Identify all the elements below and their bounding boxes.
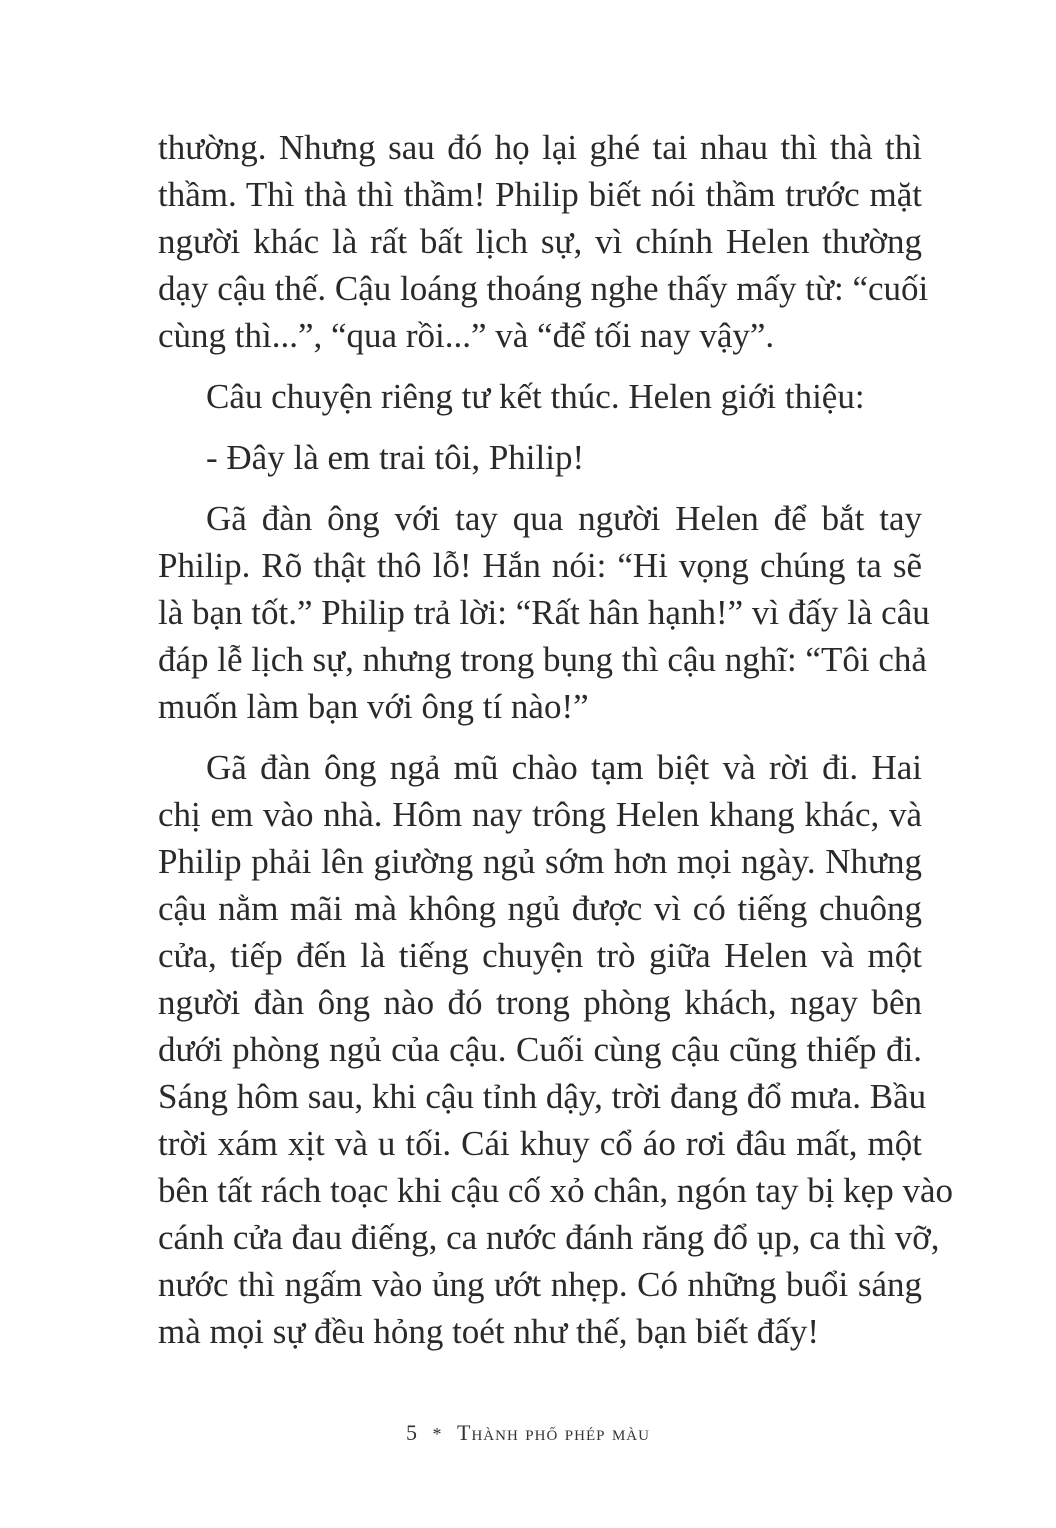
text-line: chị em vào nhà. Hôm nay trông Helen khang khác, và: [158, 795, 922, 834]
text-line: người khác là rất bất lịch sự, vì chính Helen thường: [158, 222, 922, 261]
text-line: mà mọi sự đều hỏng toét như thế, bạn biết đấy!: [158, 1312, 820, 1351]
text-line: muốn làm bạn với ông tí nào!”: [158, 687, 589, 726]
text-line: Sáng hôm sau, khi cậu tỉnh dậy, trời đang đổ mưa. Bầu: [158, 1077, 927, 1116]
text-line: - Đây là em trai tôi, Philip!: [206, 438, 585, 477]
paragraph-2: [158, 373, 922, 420]
text-line: Câu chuyện riêng tư kết thúc. Helen giới thiệu:: [206, 377, 865, 416]
text-line: trời xám xịt và u tối. Cái khuy cổ áo rơi đâu mất, một: [158, 1124, 922, 1163]
text-line: Philip. Rõ thật thô lỗ! Hắn nói: “Hi vọng chúng ta sẽ: [158, 546, 922, 585]
text-line: cánh cửa đau điếng, ca nước đánh răng đổ ụp, ca thì vỡ,: [158, 1218, 940, 1257]
text-line: dạy cậu thế. Cậu loáng thoáng nghe thấy mấy từ: “cuối: [158, 269, 929, 308]
page-number: 5: [406, 1420, 419, 1445]
page-body: [158, 124, 953, 1355]
text-line: nước thì ngấm vào ủng ướt nhẹp. Có những buổi sáng: [158, 1265, 922, 1304]
paragraph-1: [158, 124, 929, 359]
text-line: thầm. Thì thà thì thầm! Philip biết nói thầm trước mặt: [158, 175, 922, 214]
footer-separator: *: [432, 1424, 443, 1444]
paragraph-3: [158, 434, 922, 481]
text-line: thường. Nhưng sau đó họ lại ghé tai nhau thì thà thì: [158, 128, 922, 167]
book-title: Thành phố phép màu: [457, 1420, 650, 1445]
text-line: đáp lễ lịch sự, nhưng trong bụng thì cậu nghĩ: “Tôi chả: [158, 640, 927, 679]
text-line: là bạn tốt.” Philip trả lời: “Rất hân hạnh!” vì đấy là câu: [158, 593, 930, 632]
text-line: Philip phải lên giường ngủ sớm hơn mọi ngày. Nhưng: [158, 842, 922, 881]
paragraph-5: [158, 744, 953, 1355]
text-line: Gã đàn ông với tay qua người Helen để bắt tay: [206, 499, 922, 538]
text-line: người đàn ông nào đó trong phòng khách, ngay bên: [158, 983, 922, 1022]
text-line: cửa, tiếp đến là tiếng chuyện trò giữa Helen và một: [158, 936, 922, 975]
text-line: bên tất rách toạc khi cậu cố xỏ chân, ngón tay bị kẹp vào: [158, 1171, 953, 1210]
text-line: dưới phòng ngủ của cậu. Cuối cùng cậu cũng thiếp đi.: [158, 1030, 922, 1069]
page-footer: [0, 1420, 1056, 1446]
text-line: cùng thì...”, “qua rồi...” và “để tối nay vậy”.: [158, 316, 775, 355]
paragraph-4: [158, 495, 930, 730]
text-line: Gã đàn ông ngả mũ chào tạm biệt và rời đi. Hai: [206, 748, 922, 787]
text-line: cậu nằm mãi mà không ngủ được vì có tiếng chuông: [158, 889, 922, 928]
